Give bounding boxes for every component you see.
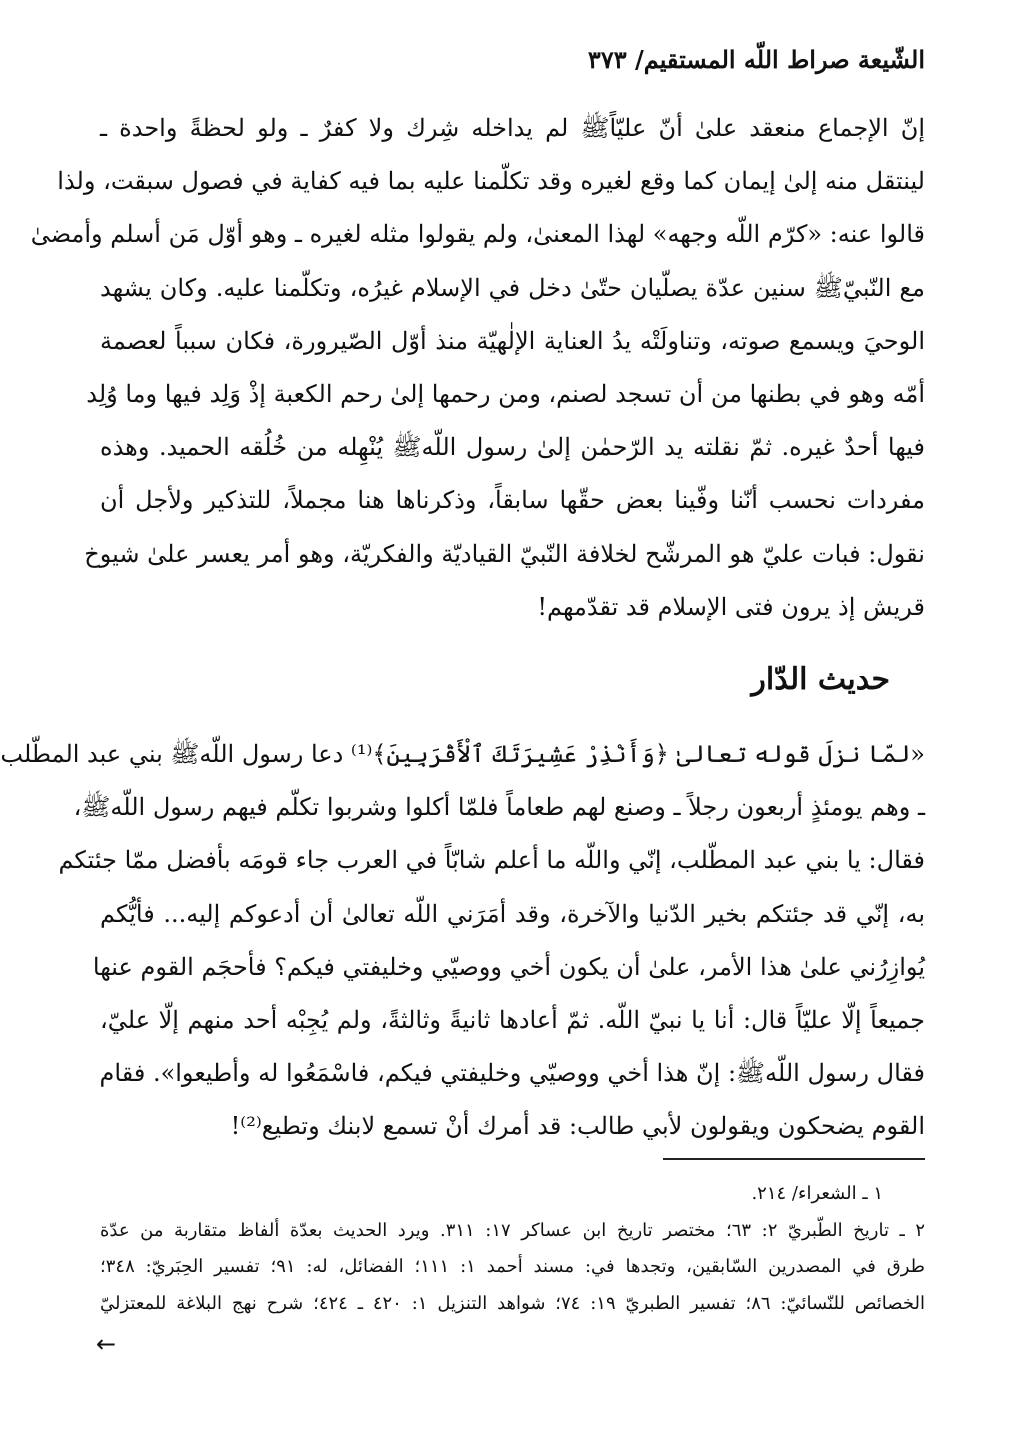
text-line: مع النّبيّﷺ سنين عدّة يصلّيان حتّىٰ دخل في الإسلام غيرُه، وتكلّمنا عليه. وكان يشهد [100, 273, 925, 302]
footnote-divider [663, 1158, 925, 1160]
footnote-1: ١ ـ الشعراء/ ٢١٤. [751, 1183, 883, 1204]
text-line: ـ وهم يومئذٍ أربعون رجلاً ـ وصنع لهم طعاماً فلمّا أكلوا وشربوا تكلّم فيهم رسول اللّهﷺ، [73, 793, 925, 822]
text-line: إنّ الإجماع منعقد علىٰ أنّ عليّاًﷺ لم يداخله شِرك ولا كفرٌ ـ ولو لحظةً واحدة ـ [100, 114, 925, 142]
footnote-2-line: ٢ ـ تاريخ الطّبريّ ٢: ٦٣؛ مختصر تاريخ ابن عساكر ١٧: ٣١١. ويرد الحديث بعدّة ألفاظ متقاربة من عدّة [100, 1219, 926, 1241]
text-line: مفردات نحسب أنّنا وفّينا بعض حقّها سابقاً، وذكرناها هنا مجملاً، للتذكير ولأجل أن [100, 486, 925, 515]
footnotes [100, 1176, 925, 1322]
footnote-2-line: طرق في المصدرين السّابقين، وتجدها في: مسند أحمد ١: ١١١؛ الفضائل، له: ٩١؛ تفسير الحِبَريّ: ٣٤٨؛ [100, 1256, 925, 1277]
text-line: قريش إذ يرون فتى الإسلام قد تقدّمهم! [537, 592, 925, 621]
paragraph-intro [30, 102, 925, 634]
footnote-2-line: الخصائص للنّسائيّ: ٨٦؛ تفسير الطبريّ ١٩: ٧٤؛ شواهد التنزيل ١: ٤٢٠ ـ ٤٢٤؛ شرح نهج البلاغة للمعتزليّ [100, 1292, 926, 1314]
text-line: جميعاً إلّا عليّاً قال: أنا يا نبيّ اللّه. ثمّ أعادها ثانيةً وثالثةً، ولم يُجِبْه أحد منهم إلّا عليّ، [100, 1005, 926, 1034]
text-line: لينتقل منه إلىٰ إيمان كما وقع لغيره وقد تكلّمنا عليه بما فيه كفاية في فصول سبقت، ولذا [57, 167, 925, 196]
running-head: الشّيعة صراط اللّه المستقيم/ ٣٧٣ [587, 45, 925, 74]
text-line: فيها أحدٌ غيره. ثمّ نقلته يد الرّحمٰن إلىٰ رسول اللّهﷺ يُنْهِله من خُلُقه الحميد. وهذه [100, 433, 925, 462]
text-line: فقال: يا بني عبد المطّلب، إنّي واللّه ما أعلم شابّاً في العرب جاء قومَه بأفضل ممّا جئتكم [58, 846, 925, 875]
text-line: نقول: فبات عليّ هو المرشّح لخلافة النّبيّ القياديّة والفكريّة، وهو أمر يعسر علىٰ شيوخ [84, 539, 925, 568]
continue-arrow-icon: ← [96, 1330, 117, 1358]
text-line: «لمّا نزلَ قوله تعالىٰ ﴿وَأَنْذِرْ عَشِيرَتَكَ ٱلْأَقْرَبِينَ﴾⁽¹⁾ دعا رسول اللّهﷺ بني عبد المطّلب [0, 740, 925, 768]
text-line: قالوا عنه: «كرّم اللّه وجهه» لهذا المعنىٰ، ولم يقولوا مثله لغيره ـ وهو أوّل مَن أسلم وأمضىٰ [30, 220, 925, 249]
text-line: فقال رسول اللّهﷺ: إنّ هذا أخي ووصيّي وخليفتي فيكم، فاسْمَعُوا له وأطيعوا». فقام [99, 1059, 925, 1088]
paragraph-hadith [0, 728, 926, 1154]
text-line: أمّه وهو في بطنها من أن تسجد لصنم، ومن رحمها إلىٰ رحم الكعبة إذْ وَلِد فيها وما وُلِد [86, 379, 925, 408]
text-line: يُوازِرُني علىٰ هذا الأمر، علىٰ أن يكون أخي ووصيّي وخليفتي فيكم؟ فأحجَم القوم عنها [92, 952, 925, 981]
section-heading: حديث الدّار [751, 662, 890, 697]
text-line: الوحيَ ويسمع صوته، وتناولَتْه يدُ العناية الإلٰهيّة منذ أوّل الصّيرورة، فكان سبباً لعصمة [100, 326, 925, 355]
text-line: القوم يضحكون ويقولون لأبي طالب: قد أمرك أنْ تسمع لابنك وتطيع⁽²⁾! [230, 1112, 925, 1141]
text-line: به، إنّي قد جئتكم بخير الدّنيا والآخرة، وقد أمَرَني اللّه تعالىٰ أن أدعوكم إليه... فأيُّكم [100, 899, 925, 928]
